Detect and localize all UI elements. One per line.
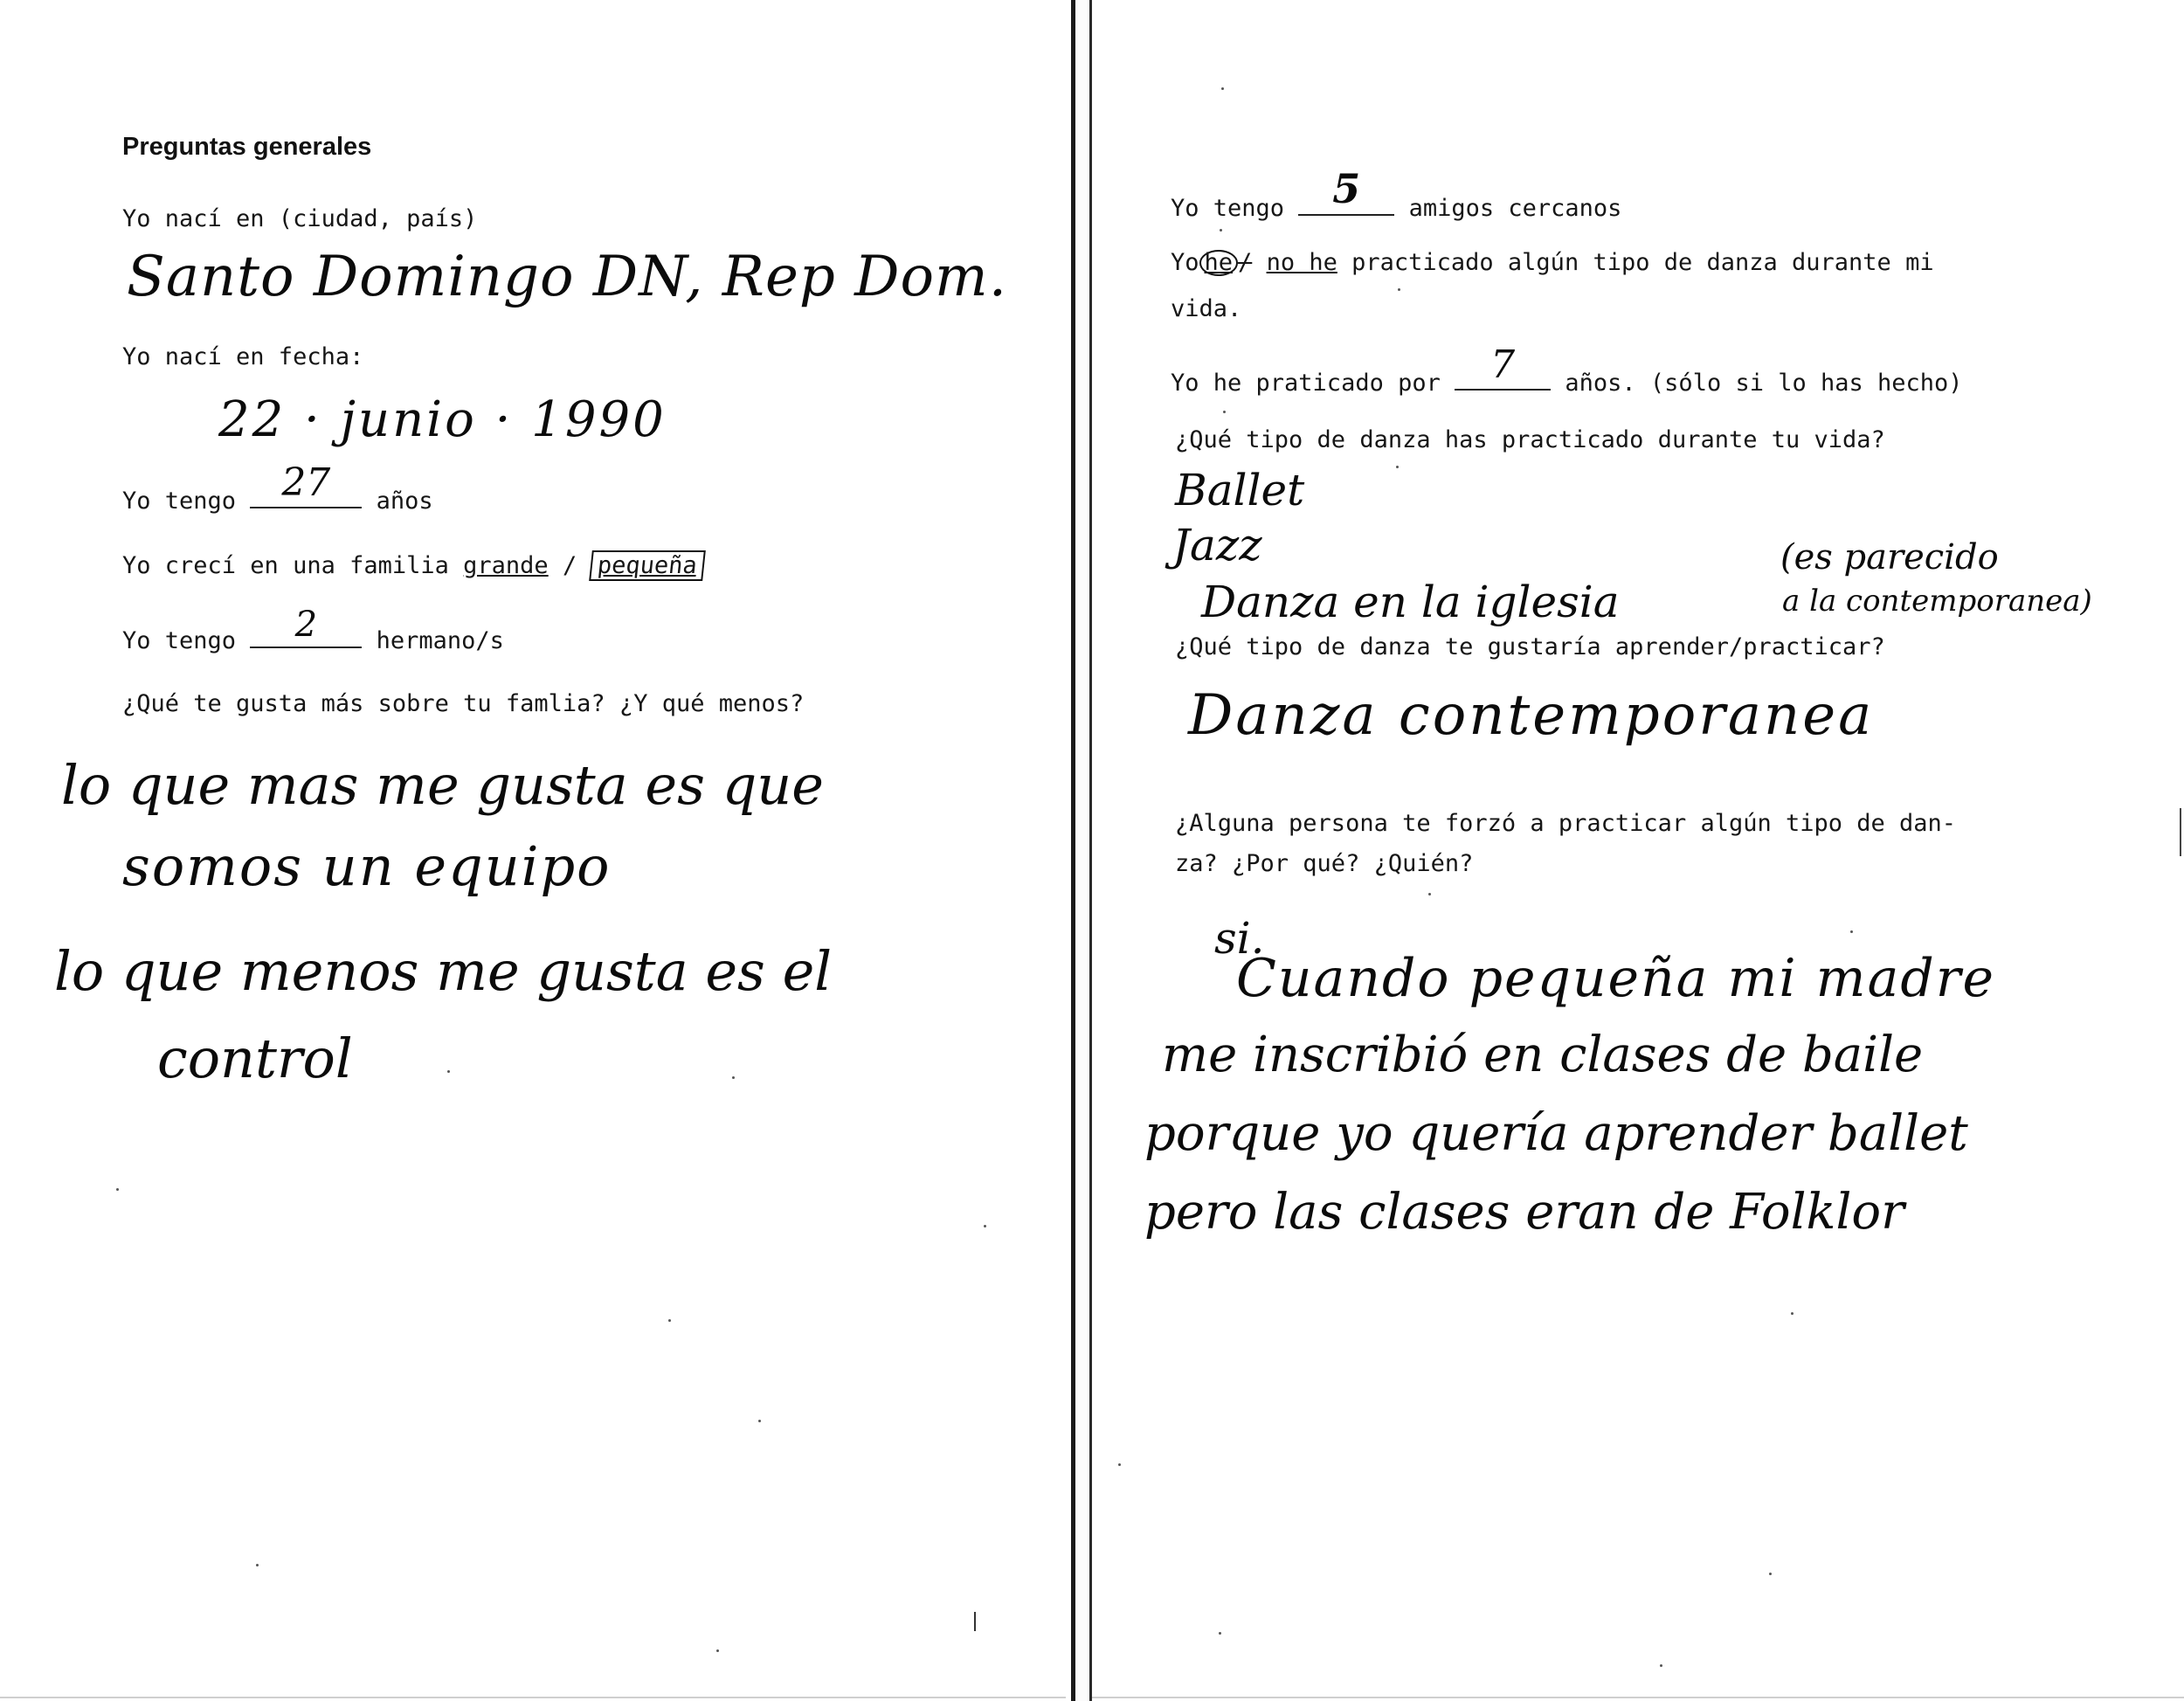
forced-answer-line-2: Cuando pequeña mi madre [1236,948,1995,1009]
scan-speck [1396,466,1399,468]
forced-question-line-1: ¿Alguna persona te forzó a practicar algún tipo de dan- [1175,810,1957,837]
years-line [1171,342,1963,397]
dance-type-note-2: a la contemporanea) [1782,584,2092,619]
siblings-suffix: hermano/s [376,627,504,654]
dance-type-note-1: (es parecido [1780,537,1999,577]
scan-speck [1660,1664,1662,1667]
years-blank [1455,342,1551,391]
scan-speck [447,1070,450,1073]
edge-mark [2180,808,2181,856]
scan-speck [732,1076,735,1079]
family-option-big: grande [463,552,549,579]
years-prefix: Yo he praticado por [1171,370,1441,397]
scan-speck [1220,229,1222,232]
dance-option-he: he [1199,250,1239,276]
scan-speck [116,1188,119,1191]
friends-line [1171,165,1622,222]
section-heading: Preguntas generales [122,133,372,161]
scan-speck [668,1319,671,1322]
siblings-blank [250,605,362,648]
birth-date-answer: 22 · junio · 1990 [218,391,667,448]
page-fold [1071,0,1075,1701]
scan-speck [1428,893,1431,895]
family-answer-line-4: control [157,1027,353,1090]
left-page [0,0,1073,1701]
forced-answer-line-3: me inscribió en clases de baile [1162,1027,1924,1083]
dance-type-2: Jazz [1172,520,1262,570]
dance-type-1: Ballet [1175,465,1305,515]
siblings-value: 2 [294,605,318,645]
birth-date-prompt: Yo nací en fecha: [122,343,364,370]
scan-speck [758,1420,761,1422]
scan-speck [1769,1573,1772,1575]
dance-yo: Yo [1171,249,1199,276]
learn-answer: Danza contemporanea [1188,683,1875,748]
scan-speck [1221,87,1224,90]
family-answer-line-1: lo que mas me gusta es que [61,753,824,817]
scan-speck [256,1564,259,1566]
scan-speck [1791,1312,1794,1315]
siblings-line [122,605,504,654]
family-question: ¿Qué te gusta más sobre tu famlia? ¿Y qué menos? [122,690,805,717]
years-suffix: años. (sólo si lo has hecho) [1565,370,1963,397]
age-blank [250,460,362,508]
scan-speck [1850,930,1853,933]
family-separator: / [562,552,577,579]
birth-city-prompt: Yo nací en (ciudad, país) [122,205,478,232]
forced-question-line-2: za? ¿Por qué? ¿Quién? [1175,850,1474,877]
forced-answer-line-1: si. [1214,913,1265,964]
friends-suffix: amigos cercanos [1408,195,1622,222]
friends-blank [1298,165,1394,216]
friends-value: 5 [1332,165,1361,212]
scan-speck [984,1225,986,1227]
dance-rest: practicado algún tipo de danza durante mi [1351,249,1934,276]
scan-speck [1219,1632,1221,1635]
birth-city-answer: Santo Domingo DN, Rep Dom. [127,245,1008,309]
years-value: 7 [1490,342,1516,387]
family-prefix: Yo crecí en una familia [122,552,449,579]
dance-type-3: Danza en la iglesia [1201,577,1620,627]
scan-speck [1223,411,1226,413]
learn-question: ¿Qué tipo de danza te gustaría aprender/practicar? [1175,633,1885,660]
right-page [1092,0,2184,1701]
scan-mark [974,1612,976,1631]
scan-speck [716,1649,719,1652]
forced-answer-line-5: pero las clases eran de Folklor [1144,1184,1904,1241]
page-bottom-edge [1092,1697,2184,1698]
dance-types-question: ¿Qué tipo de danza has practicado durante tu vida? [1175,426,1885,453]
dance-practiced-line [1171,249,1934,276]
forced-answer-line-4: porque yo quería aprender ballet [1144,1105,1968,1162]
dance-option-no-he: no he [1266,249,1337,276]
family-option-small: pequeña [590,550,706,581]
age-value: 27 [281,460,331,505]
age-prefix: Yo tengo [122,487,237,515]
friends-prefix: Yo tengo [1171,195,1285,222]
family-size-line [122,550,704,581]
siblings-prefix: Yo tengo [122,627,237,654]
dance-practiced-line-2: vida. [1171,295,1242,322]
age-suffix: años [376,487,433,515]
age-line [122,460,433,515]
scan-speck [1398,288,1400,291]
family-answer-line-2: somos un equipo [122,834,612,898]
page-bottom-edge [0,1697,1066,1698]
family-answer-line-3: lo que menos me gusta es el [54,939,833,1003]
scan-speck [1118,1463,1121,1466]
dance-separator: / [1238,249,1253,276]
